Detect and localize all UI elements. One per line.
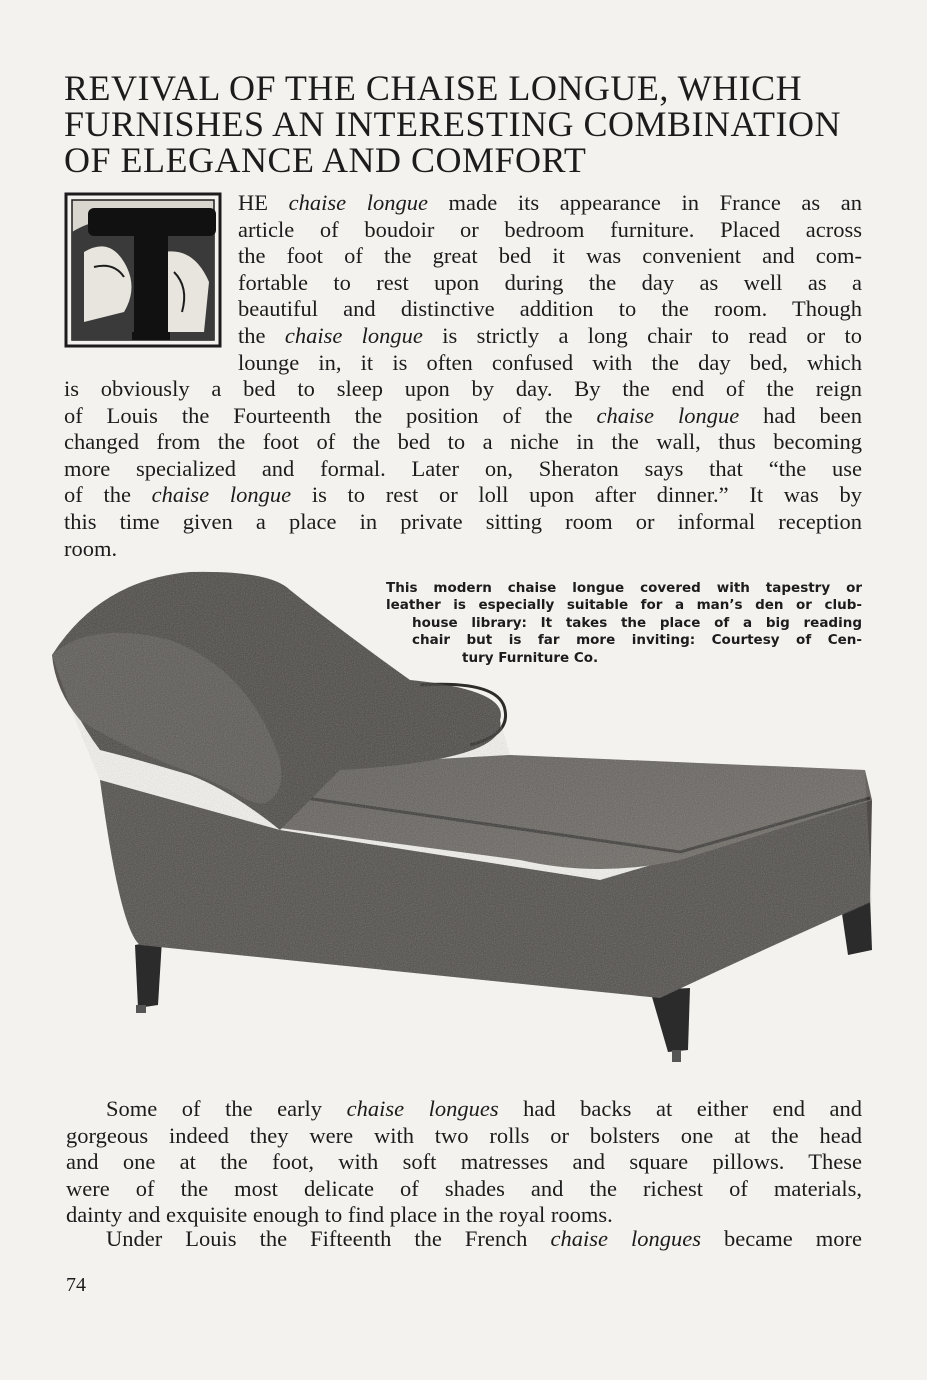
- text-line: changed from the foot of the bed to a niche in the wall, thus becoming: [64, 429, 862, 455]
- page-number: 74: [66, 1274, 86, 1296]
- title-line: REVIVAL OF THE CHAISE LONGUE, WHICH: [64, 68, 803, 108]
- photo-caption-end: [462, 650, 662, 667]
- photo-caption-continued: [412, 615, 862, 650]
- text-line: room.: [64, 535, 118, 561]
- paragraph-intro-bottom: [64, 376, 862, 562]
- text-line: the chaise longue is strictly a long chair to read or to: [238, 322, 862, 348]
- text-line: lounge in, it is often confused with the day bed, which: [238, 349, 862, 375]
- caption-line: chair but is far more inviting: Courtesy of Cen-: [412, 632, 862, 649]
- paragraph-louis-fifteenth: [66, 1226, 862, 1253]
- caption-line: tury Furniture Co.: [462, 650, 599, 666]
- text-line: beautiful and distinctive addition to the room. Though: [238, 296, 862, 322]
- photo-caption: [386, 580, 862, 615]
- text-line: fortable to rest upon during the day as well as a: [238, 269, 862, 295]
- article-title: [64, 70, 864, 178]
- text-line: were of the most delicate of shades and the richest of materials,: [66, 1175, 862, 1201]
- text-line: gorgeous indeed they were with two rolls or bolsters one at the head: [66, 1122, 862, 1148]
- text-line: Under Louis the Fifteenth the French chaise longues became more: [106, 1226, 863, 1251]
- text-line: the foot of the great bed it was convenient and com-: [238, 243, 862, 269]
- caption-line: This modern chaise longue covered with tapestry or: [386, 580, 862, 596]
- text-line: and one at the foot, with soft matresses and square pillows. These: [66, 1149, 862, 1175]
- caption-line: leather is especially suitable for a man’s den or club-: [386, 597, 862, 614]
- text-line: is obviously a bed to sleep upon by day. By the end of the reign: [64, 376, 862, 401]
- text-line: HE chaise longue made its appearance in France as an: [238, 190, 863, 215]
- paragraph-early-chaise: [66, 1096, 862, 1229]
- text-line: Some of the early chaise longues had backs at either end and: [106, 1096, 862, 1121]
- title-line: FURNISHES AN INTERESTING COMBINATION: [64, 104, 842, 144]
- paragraph-intro-top: [238, 190, 862, 376]
- text-line: this time given a place in private sitting room or informal reception: [64, 508, 862, 534]
- text-line: of Louis the Fourteenth the position of the chaise longue had been: [64, 402, 862, 428]
- text-line: more specialized and formal. Later on, Sheraton says that “the use: [64, 455, 862, 481]
- text-line: article of boudoir or bedroom furniture. Placed across: [238, 216, 862, 242]
- dropcap-illustration: [64, 192, 222, 348]
- text-line: of the chaise longue is to rest or loll upon after dinner.” It was by: [64, 482, 863, 508]
- title-line: OF ELEGANCE AND COMFORT: [64, 140, 587, 180]
- text-line: dainty and exquisite enough to find place in the royal rooms.: [66, 1202, 613, 1228]
- caption-line: house library: It takes the place of a big reading: [412, 615, 862, 631]
